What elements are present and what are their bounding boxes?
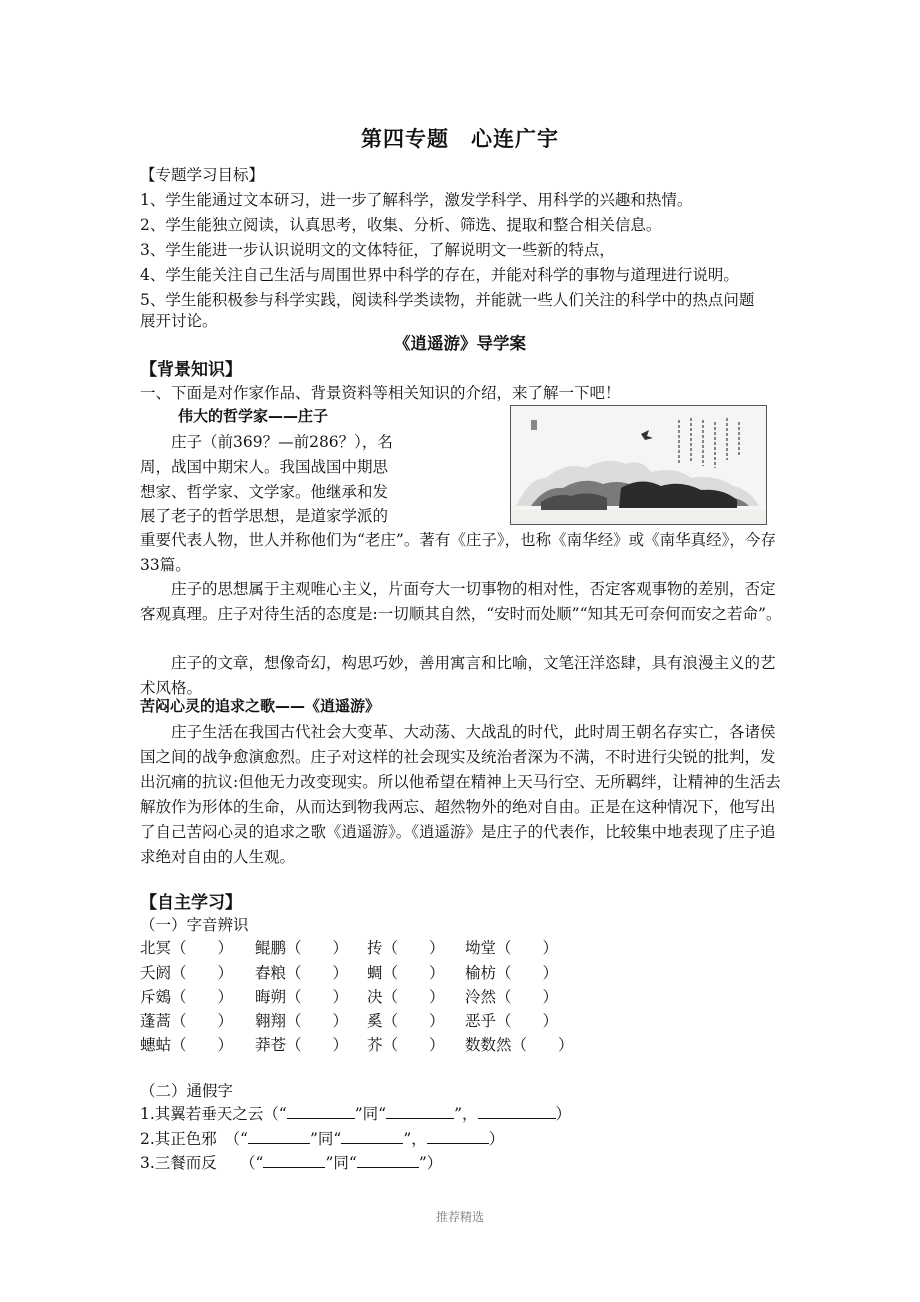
pronunciation-item: 泠然（ ） xyxy=(465,988,559,1006)
landscape-painting-image xyxy=(510,405,767,525)
goal-item: 2、学生能独立阅读，认真思考，收集、分析、筛选、提取和整合相关信息。 xyxy=(140,216,662,234)
pronunciation-row xyxy=(140,1009,640,1033)
pronunciation-item: 蓬蒿（ ） xyxy=(140,1012,234,1030)
pronunciation-item: 芥（ ） xyxy=(367,1036,445,1054)
work-paragraph: 庄子生活在我国古代社会大变革、大动荡、大战乱的时代，此时周王朝名存实亡，各诸侯国之间的战争愈演愈烈。庄子对这样的社会现实及统治者深为不满，不时进行尖锐的批判，发出沉痛的抗议:但他无力改变现实。所以他希望在精神上天马行空、无所羁绊，让精神的生活去解放作为形体的生命，从而达到物我两忘、超然物外的绝对自由。正是在这种情况下，他写出了自己苦闷心灵的追求之歌《逍遥游》。《逍遥游》是庄子的代表作，比较集中地表现了庄子追求绝对自由的人生观。 xyxy=(140,723,781,866)
answer-blank[interactable] xyxy=(341,1129,403,1144)
pronunciation-item: 坳堂（ ） xyxy=(465,939,559,957)
author-line: 庄子（前369？—前286？），名 xyxy=(171,433,393,451)
goal-item: 4、学生能关注自己生活与周围世界中科学的存在，并能对科学的事物与道理进行说明。 xyxy=(140,266,739,284)
background-intro: 一、下面是对作家作品、背景资料等相关知识的介绍，来了解一下吧！ xyxy=(140,384,621,402)
author-line: 展了老子的哲学思想，是道家学派的 xyxy=(140,507,389,525)
pronunciation-item: 蟪蛄（ ） xyxy=(140,1036,234,1054)
answer-blank[interactable] xyxy=(263,1153,325,1168)
author-paragraph-rest: 重要代表人物，世人并称他们为“老庄”。著有《庄子》，也称《南华经》或《南华真经》，今存33篇。 xyxy=(140,531,776,574)
author-line: 周，战国中期宋人。我国战国中期思 xyxy=(140,458,389,476)
page-title: 第四专题 心连广宇 xyxy=(361,127,559,151)
pronunciation-heading: （一）字音辨识 xyxy=(140,916,249,934)
pronunciation-item: 舂粮（ ） xyxy=(255,964,349,982)
answer-blank[interactable] xyxy=(427,1129,489,1144)
answer-blank[interactable] xyxy=(357,1153,419,1168)
tongjia-item: 3.三餐而反 （“ ”同“ ”） xyxy=(140,1154,443,1172)
work-heading: 苦闷心灵的追求之歌——《逍遥游》 xyxy=(140,697,381,715)
thought-paragraph: 庄子的思想属于主观唯心主义，片面夸大一切事物的相对性，否定客观事物的差别，否定客观真理。庄子对待生活的态度是:一切顺其自然，“安时而处顺”“知其无可奈何而安之若命”。 xyxy=(140,580,782,623)
goal-item: 5、学生能积极参与科学实践，阅读科学类读物，并能就一些人们关注的科学中的热点问题 xyxy=(140,291,755,309)
pronunciation-item: 榆枋（ ） xyxy=(465,964,559,982)
goals-heading: 【专题学习目标】 xyxy=(140,166,265,184)
pronunciation-row xyxy=(140,1033,640,1057)
answer-blank[interactable] xyxy=(386,1104,454,1119)
pronunciation-item: 蜩（ ） xyxy=(367,964,445,982)
background-heading: 【背景知识】 xyxy=(140,360,242,380)
author-heading: 伟大的哲学家——庄子 xyxy=(178,407,329,425)
pronunciation-item: 夭阏（ ） xyxy=(140,964,234,982)
pronunciation-item: 翱翔（ ） xyxy=(255,1012,349,1030)
pronunciation-item: 抟（ ） xyxy=(367,939,445,957)
pronunciation-item: 莽苍（ ） xyxy=(255,1036,349,1054)
pronunciation-item: 恶乎（ ） xyxy=(465,1012,559,1030)
lesson-title: 《逍遥游》导学案 xyxy=(394,334,526,353)
goal-item: 展开讨论。 xyxy=(140,312,218,330)
pronunciation-item: 北冥（ ） xyxy=(140,939,234,957)
pronunciation-item: 数数然（ ） xyxy=(465,1036,574,1054)
tongjia-item: 1.其翼若垂天之云（“ ”同“ ”， ） xyxy=(140,1105,572,1123)
pronunciation-item: 决（ ） xyxy=(367,988,445,1006)
answer-blank[interactable] xyxy=(478,1104,556,1119)
pronunciation-row xyxy=(140,961,640,985)
author-line: 想家、哲学家、文学家。他继承和发 xyxy=(140,483,389,501)
pronunciation-item: 鲲鹏（ ） xyxy=(255,939,349,957)
goal-item: 1、学生能通过文本研习，进一步了解科学，激发学科学、用科学的兴趣和热情。 xyxy=(140,191,693,209)
tongjia-item: 2.其正色邪 （“ ”同“ ”， ） xyxy=(140,1130,505,1148)
pronunciation-row xyxy=(140,985,640,1009)
tongjia-heading: （二）通假字 xyxy=(140,1082,234,1100)
answer-blank[interactable] xyxy=(287,1104,355,1119)
style-paragraph: 庄子的文章，想像奇幻，构思巧妙，善用寓言和比喻，文笔汪洋恣肆，具有浪漫主义的艺术风格。 xyxy=(140,654,776,697)
self-study-heading: 【自主学习】 xyxy=(140,893,242,913)
pronunciation-item: 晦朔（ ） xyxy=(255,988,349,1006)
answer-blank[interactable] xyxy=(248,1129,310,1144)
pronunciation-item: 斥鴳（ ） xyxy=(140,988,234,1006)
pronunciation-item: 奚（ ） xyxy=(367,1012,445,1030)
page-footer: 推荐精选 xyxy=(435,1210,484,1224)
pronunciation-row xyxy=(140,936,640,960)
goal-item: 3、学生能进一步认识说明文的文体特征，了解说明文一些新的特点， xyxy=(140,241,615,259)
